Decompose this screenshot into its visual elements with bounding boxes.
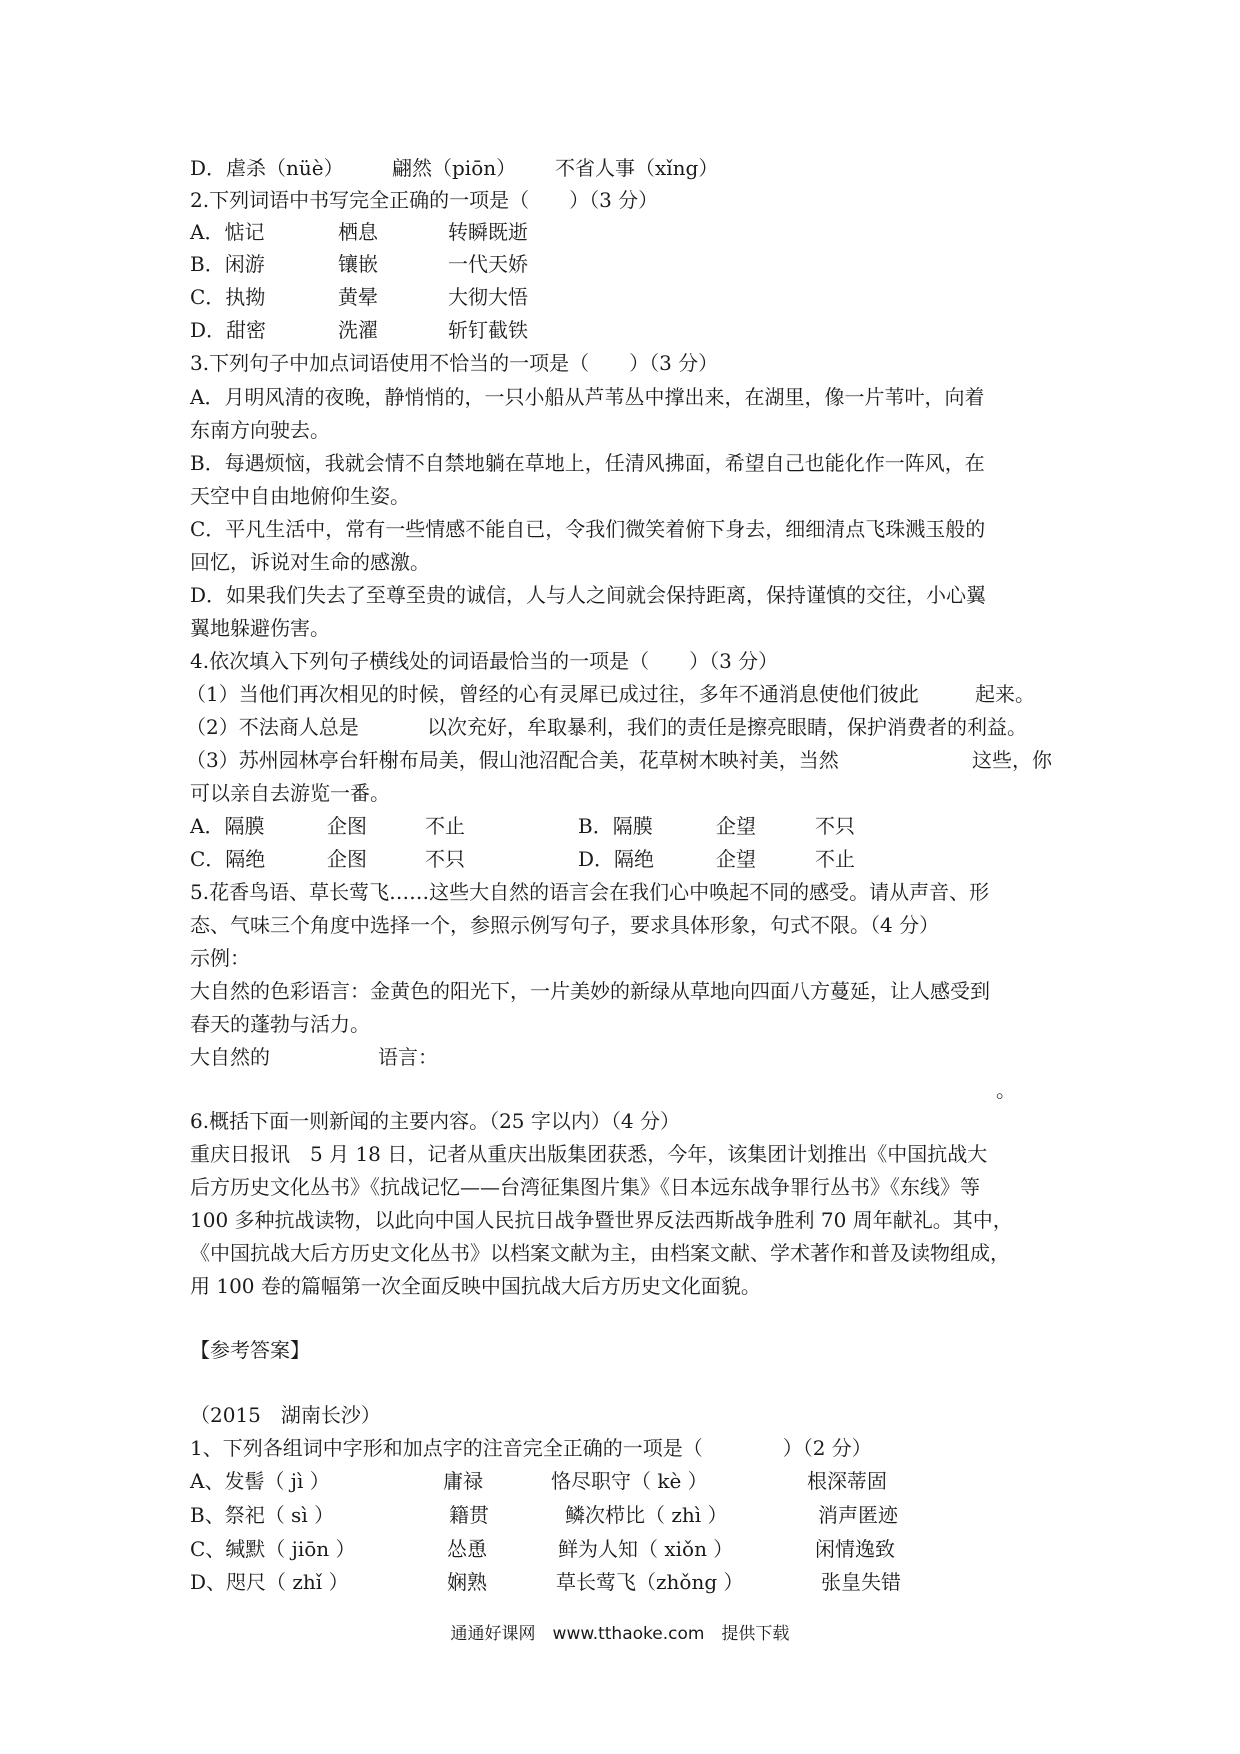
section2-header: （2015 湖南长沙） (190, 1403, 381, 1427)
q5-example-label: 示例： (190, 946, 250, 970)
section2-row-a-b: 庸禄 (443, 1469, 483, 1493)
q4-option-c-c: 不只 (425, 847, 465, 871)
q5-example-2: 春天的蓬勃与活力。 (190, 1012, 370, 1036)
q4-option-b: B．隔膜 (578, 814, 653, 838)
q4-sentence-2: （2）不法商人总是 (186, 715, 359, 739)
q3-line-1: A．月明风清的夜晚，静悄悄的，一只小船从芦苇丛中撑出来，在湖里，像一片苇叶，向着 (190, 385, 985, 409)
q4-sentence-3-cont: 可以亲自去游览一番。 (190, 781, 390, 805)
q6-line-1: 重庆日报讯 5 月 18 日，记者从重庆出版集团获悉，今年，该集团计划推出《中国抗战大 (190, 1142, 988, 1166)
q4-option-b-c: 不只 (815, 814, 855, 838)
q3-line-4: 天空中自由地俯仰生姿。 (190, 484, 410, 508)
answer-heading: 【参考答案】 (190, 1338, 310, 1362)
q5-line-1: 5.花香鸟语、草长莺飞……这些大自然的语言会在我们心中唤起不同的感受。请从声音、形 (190, 880, 990, 904)
q2-option-b-c: 一代天娇 (448, 252, 528, 276)
section2-row-c-c: 鲜为人知（ xiǒn ） (558, 1537, 734, 1561)
section2-row-a-d: 根深蒂固 (807, 1469, 887, 1493)
q4-option-d-b: 企望 (716, 847, 756, 871)
q3-line-6: 回忆，诉说对生命的感激。 (190, 550, 430, 574)
q2-option-d-b: 洗濯 (338, 318, 378, 342)
q4-option-d-c: 不止 (815, 847, 855, 871)
q4-stem: 4.依次填入下列句子横线处的词语最恰当的一项是（ ）（3 分） (190, 649, 779, 673)
section2-row-a: A、发髻（ jì ） (190, 1469, 330, 1493)
q4-option-a-b: 企图 (327, 814, 367, 838)
q3-line-3: B．每遇烦恼，我就会情不自禁地躺在草地上，任清风拂面，希望自己也能化作一阵风，在 (190, 451, 985, 475)
q5-blank-b: 语言： (378, 1045, 438, 1069)
q1-option-d (190, 154, 344, 182)
section2-row-d-b: 娴熟 (447, 1570, 487, 1594)
q6-line-5: 用 100 卷的篇幅第一次全面反映中国抗战大后方历史文化面貌。 (190, 1274, 761, 1298)
q2-option-d: D．甜密 (190, 318, 267, 342)
section2-row-c: C、缄默（ jiōn ） (190, 1537, 356, 1561)
q1-d-word-c: 不省人事（xǐng） (555, 156, 719, 180)
q1-d-word-b: 翩然（piōn） (392, 156, 517, 180)
q2-option-c-c: 大彻大悟 (448, 285, 528, 309)
section2-row-b-b: 籍贯 (449, 1503, 489, 1527)
section2-row-b: B、祭祀（ sì ） (190, 1503, 335, 1527)
q2-option-c-b: 黄晕 (338, 285, 378, 309)
q6-line-2: 后方历史文化丛书》《抗战记忆——台湾征集图片集》《日本远东战争罪行丛书》《东线》等 (190, 1175, 980, 1199)
q2-option-a-c: 转瞬既逝 (448, 220, 528, 244)
q4-sentence-2-end: 以次充好，牟取暴利，我们的责任是擦亮眼睛，保护消费者的利益。 (427, 715, 1027, 739)
q3-line-5: C．平凡生活中，常有一些情感不能自已，令我们微笑着俯下身去，细细清点飞珠溅玉般的 (190, 517, 986, 541)
q5-line-2: 态、气味三个角度中选择一个，参照示例写句子，要求具体形象，句式不限。（4 分） (190, 913, 940, 937)
q3-line-8: 翼地躲避伤害。 (190, 616, 330, 640)
q2-option-a: A．惦记 (190, 220, 265, 244)
section2-row-a-c: 恪尽职守（ kè ） (551, 1469, 708, 1493)
q4-sentence-1: （1）当他们再次相见的时候，曾经的心有灵犀已成过往，多年不通消息使他们彼此 (186, 682, 919, 706)
section2-row-b-c: 鳞次栉比（ zhì ） (565, 1503, 728, 1527)
q6-line-4: 《中国抗战大后方历史文化丛书》以档案文献为主，由档案文献、学术著作和普及读物组成， (190, 1241, 1010, 1265)
q6-line-3: 100 多种抗战读物，以此向中国人民抗日战争暨世界反法西斯战争胜利 70 周年献礼。其中， (190, 1208, 1013, 1232)
section2-row-c-b: 怂恿 (447, 1537, 487, 1561)
q2-option-c: C．执拗 (190, 285, 266, 309)
q4-option-b-b: 企望 (716, 814, 756, 838)
q3-line-2: 东南方向驶去。 (190, 418, 330, 442)
q4-option-a: A．隔膜 (190, 814, 265, 838)
q5-example-1: 大自然的色彩语言：金黄色的阳光下，一片美妙的新绿从草地向四面八方蔓延，让人感受到 (190, 979, 990, 1003)
section2-row-d-d: 张皇失错 (821, 1570, 901, 1594)
q4-option-c: C．隔绝 (190, 847, 266, 871)
q2-option-b: B．闲游 (190, 252, 265, 276)
q3-stem: 3.下列句子中加点词语使用不恰当的一项是（ ）（3 分） (190, 351, 719, 375)
q4-sentence-3: （3）苏州园林亭台轩榭布局美，假山池沼配合美，花草树木映衬美，当然 (186, 748, 839, 772)
q1-d-word-a: D．虐杀（nüè） (190, 156, 344, 180)
section2-row-b-d: 消声匿迹 (818, 1503, 898, 1527)
q4-option-c-b: 企图 (327, 847, 367, 871)
section2-row-d-c: 草长莺飞（zhǒng ） (556, 1570, 744, 1594)
section2-row-c-d: 闲情逸致 (815, 1537, 895, 1561)
footer-download-note: 通通好课网 www.tthaoke.com 提供下载 (450, 1624, 790, 1644)
q5-end-mark: 。 (996, 1078, 1016, 1102)
q4-sentence-3-end: 这些，你 (972, 748, 1052, 772)
q4-option-a-c: 不止 (425, 814, 465, 838)
q4-sentence-1-end: 起来。 (975, 682, 1035, 706)
q3-line-7: D．如果我们失去了至尊至贵的诚信，人与人之间就会保持距离，保持谨慎的交往，小心翼 (190, 583, 987, 607)
q2-option-a-b: 栖息 (338, 220, 378, 244)
section2-row-d: D、咫尺（ zhǐ ） (190, 1570, 349, 1594)
q2-stem: 2.下列词语中书写完全正确的一项是（ ）（3 分） (190, 188, 659, 212)
q2-option-d-c: 斩钉截铁 (448, 318, 528, 342)
q5-blank-a: 大自然的 (190, 1045, 270, 1069)
q2-option-b-b: 镶嵌 (338, 252, 378, 276)
section2-stem: 1、下列各组词中字形和加点字的注音完全正确的一项是（ ）（2 分） (190, 1436, 872, 1460)
q6-stem: 6.概括下面一则新闻的主要内容。（25 字以内）（4 分） (190, 1109, 680, 1133)
q4-option-d: D．隔绝 (578, 847, 655, 871)
